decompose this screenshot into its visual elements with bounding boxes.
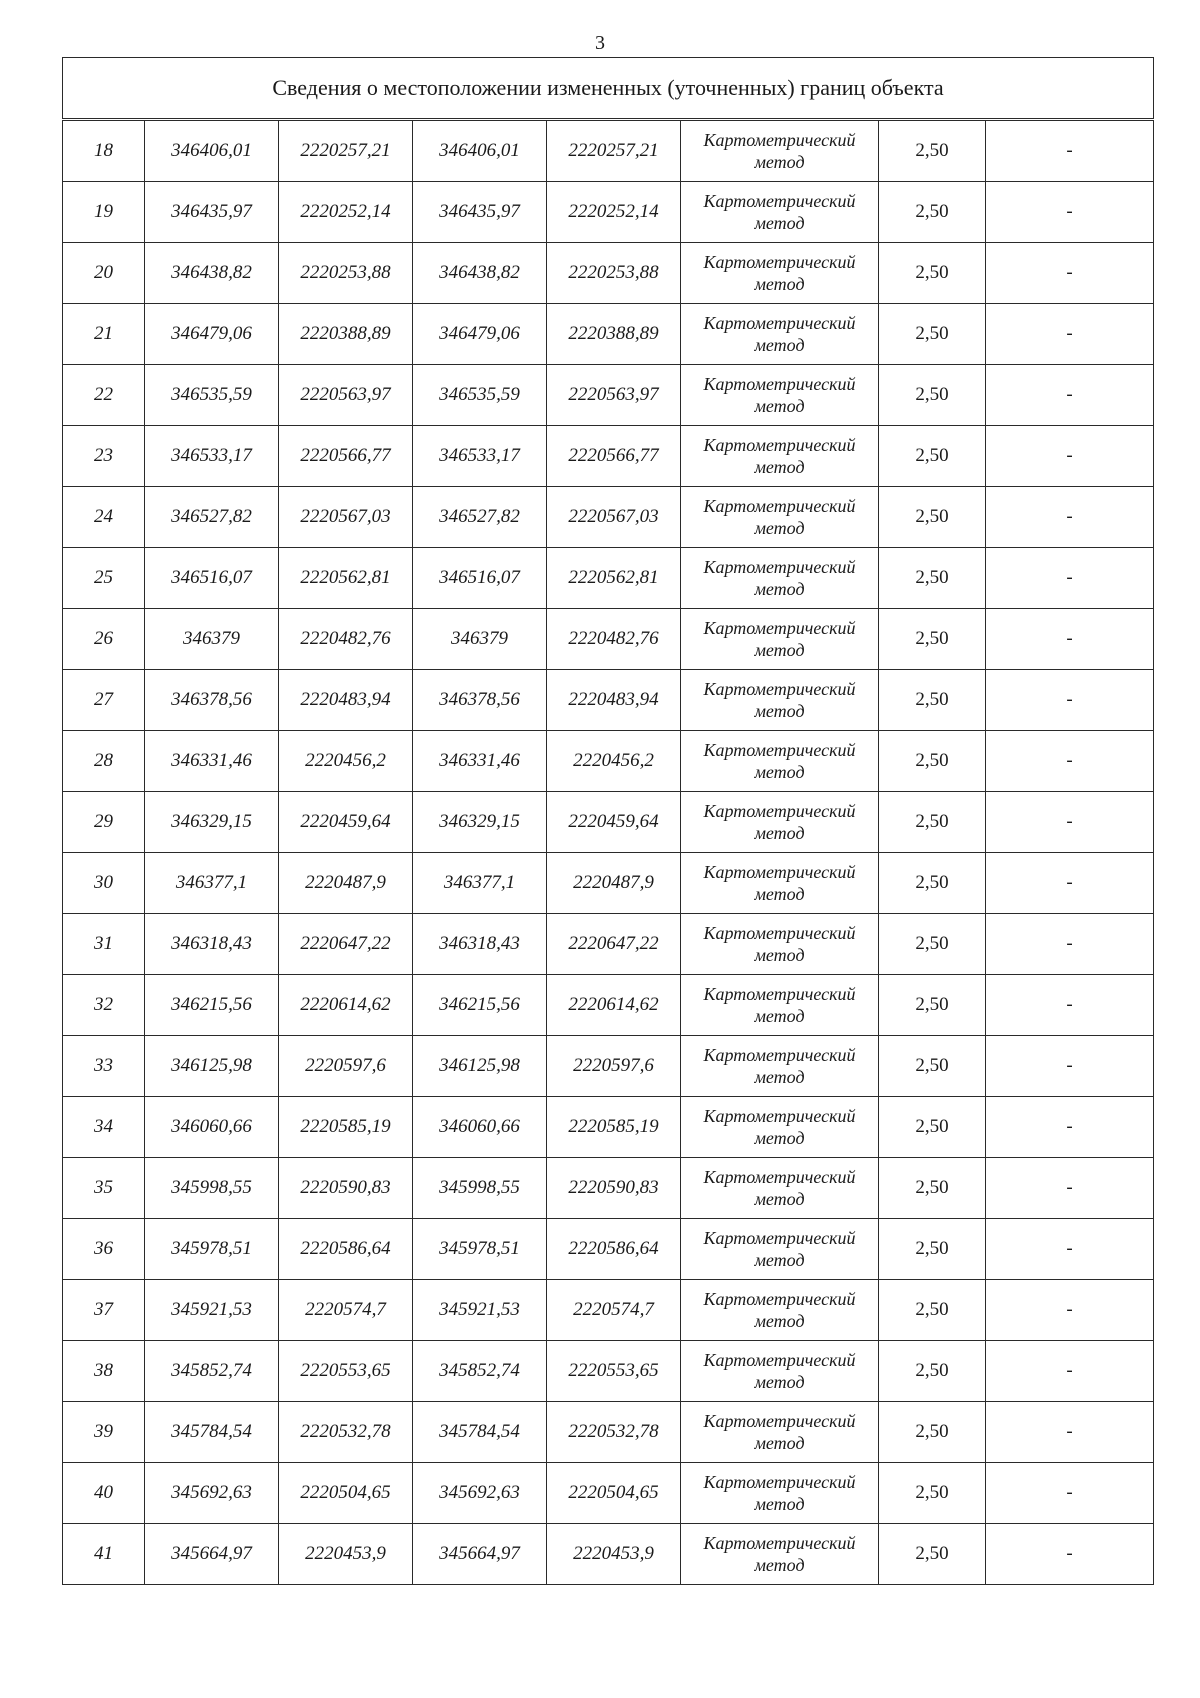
refined-y-cell: 2220574,7 xyxy=(547,1280,681,1341)
existing-y-cell: 2220487,9 xyxy=(279,853,413,914)
method-line-1: Картометрический xyxy=(703,374,856,394)
method-line-2: метод xyxy=(754,640,805,660)
existing-y-cell: 2220574,7 xyxy=(279,1280,413,1341)
existing-y-cell: 2220566,77 xyxy=(279,426,413,487)
refined-x-cell: 346329,15 xyxy=(413,792,547,853)
refined-x-cell: 346527,82 xyxy=(413,487,547,548)
method-line-2: метод xyxy=(754,1189,805,1209)
refined-x-cell: 345664,97 xyxy=(413,1524,547,1585)
accuracy-cell: 2,50 xyxy=(879,853,986,914)
method-line-1: Картометрический xyxy=(703,679,856,699)
description-cell: - xyxy=(986,1463,1154,1524)
existing-x-cell: 346125,98 xyxy=(145,1036,279,1097)
existing-y-cell: 2220456,2 xyxy=(279,731,413,792)
method-line-1: Картометрический xyxy=(703,618,856,638)
description-cell: - xyxy=(986,731,1154,792)
existing-x-cell: 346060,66 xyxy=(145,1097,279,1158)
table-row xyxy=(63,731,1154,792)
refined-x-cell: 346535,59 xyxy=(413,365,547,426)
table-row xyxy=(63,548,1154,609)
accuracy-cell: 2,50 xyxy=(879,1463,986,1524)
table-row xyxy=(63,1097,1154,1158)
method-cell xyxy=(681,243,879,304)
method-line-1: Картометрический xyxy=(703,1167,856,1187)
refined-x-cell: 346378,56 xyxy=(413,670,547,731)
existing-y-cell: 2220453,9 xyxy=(279,1524,413,1585)
accuracy-cell: 2,50 xyxy=(879,670,986,731)
method-line-2: метод xyxy=(754,518,805,538)
refined-y-cell: 2220459,64 xyxy=(547,792,681,853)
existing-y-cell: 2220253,88 xyxy=(279,243,413,304)
method-line-1: Картометрический xyxy=(703,862,856,882)
description-cell: - xyxy=(986,1341,1154,1402)
existing-x-cell: 346318,43 xyxy=(145,914,279,975)
accuracy-cell: 2,50 xyxy=(879,487,986,548)
method-line-2: метод xyxy=(754,762,805,782)
method-cell xyxy=(681,792,879,853)
existing-y-cell: 2220553,65 xyxy=(279,1341,413,1402)
refined-y-cell: 2220487,9 xyxy=(547,853,681,914)
refined-x-cell: 346318,43 xyxy=(413,914,547,975)
table-row xyxy=(63,365,1154,426)
point-number-cell: 34 xyxy=(63,1097,145,1158)
method-line-1: Картометрический xyxy=(703,1350,856,1370)
table-row xyxy=(63,304,1154,365)
existing-x-cell: 345998,55 xyxy=(145,1158,279,1219)
existing-y-cell: 2220257,21 xyxy=(279,120,413,182)
existing-x-cell: 346378,56 xyxy=(145,670,279,731)
method-cell xyxy=(681,670,879,731)
table-row xyxy=(63,1402,1154,1463)
table-row xyxy=(63,975,1154,1036)
refined-x-cell: 346533,17 xyxy=(413,426,547,487)
method-line-1: Картометрический xyxy=(703,1106,856,1126)
refined-x-cell: 346377,1 xyxy=(413,853,547,914)
description-cell: - xyxy=(986,670,1154,731)
refined-x-cell: 345852,74 xyxy=(413,1341,547,1402)
refined-x-cell: 346125,98 xyxy=(413,1036,547,1097)
description-cell: - xyxy=(986,365,1154,426)
accuracy-cell: 2,50 xyxy=(879,365,986,426)
refined-x-cell: 346406,01 xyxy=(413,120,547,182)
point-number-cell: 18 xyxy=(63,120,145,182)
method-line-2: метод xyxy=(754,701,805,721)
description-cell: - xyxy=(986,304,1154,365)
existing-y-cell: 2220504,65 xyxy=(279,1463,413,1524)
table-row xyxy=(63,243,1154,304)
accuracy-cell: 2,50 xyxy=(879,120,986,182)
accuracy-cell: 2,50 xyxy=(879,1402,986,1463)
method-line-1: Картометрический xyxy=(703,130,856,150)
method-line-2: метод xyxy=(754,945,805,965)
accuracy-cell: 2,50 xyxy=(879,731,986,792)
point-number-cell: 24 xyxy=(63,487,145,548)
description-cell: - xyxy=(986,120,1154,182)
page-number: 3 xyxy=(595,32,605,54)
method-line-2: метод xyxy=(754,335,805,355)
table-title-row xyxy=(63,58,1154,120)
point-number-cell: 30 xyxy=(63,853,145,914)
refined-x-cell: 346435,97 xyxy=(413,182,547,243)
point-number-cell: 29 xyxy=(63,792,145,853)
refined-y-cell: 2220562,81 xyxy=(547,548,681,609)
method-line-1: Картометрический xyxy=(703,1411,856,1431)
method-cell xyxy=(681,182,879,243)
existing-x-cell: 345784,54 xyxy=(145,1402,279,1463)
method-line-2: метод xyxy=(754,1555,805,1575)
table-row xyxy=(63,1524,1154,1585)
table-row xyxy=(63,1341,1154,1402)
method-line-2: метод xyxy=(754,579,805,599)
existing-x-cell: 346516,07 xyxy=(145,548,279,609)
accuracy-cell: 2,50 xyxy=(879,1219,986,1280)
accuracy-cell: 2,50 xyxy=(879,1036,986,1097)
table-row xyxy=(63,426,1154,487)
method-line-2: метод xyxy=(754,1067,805,1087)
refined-x-cell: 345998,55 xyxy=(413,1158,547,1219)
method-line-1: Картометрический xyxy=(703,435,856,455)
existing-y-cell: 2220563,97 xyxy=(279,365,413,426)
point-number-cell: 35 xyxy=(63,1158,145,1219)
point-number-cell: 40 xyxy=(63,1463,145,1524)
method-cell xyxy=(681,426,879,487)
method-line-2: метод xyxy=(754,1006,805,1026)
accuracy-cell: 2,50 xyxy=(879,243,986,304)
existing-x-cell: 346479,06 xyxy=(145,304,279,365)
method-line-2: метод xyxy=(754,274,805,294)
refined-y-cell: 2220563,97 xyxy=(547,365,681,426)
existing-y-cell: 2220597,6 xyxy=(279,1036,413,1097)
method-line-1: Картометрический xyxy=(703,496,856,516)
description-cell: - xyxy=(986,182,1154,243)
description-cell: - xyxy=(986,1097,1154,1158)
boundary-coordinates-table xyxy=(62,57,1154,1585)
method-line-2: метод xyxy=(754,884,805,904)
point-number-cell: 26 xyxy=(63,609,145,670)
method-cell xyxy=(681,1280,879,1341)
existing-y-cell: 2220252,14 xyxy=(279,182,413,243)
method-cell xyxy=(681,304,879,365)
method-cell xyxy=(681,1463,879,1524)
method-line-1: Картометрический xyxy=(703,1045,856,1065)
description-cell: - xyxy=(986,1524,1154,1585)
method-line-1: Картометрический xyxy=(703,740,856,760)
existing-x-cell: 345978,51 xyxy=(145,1219,279,1280)
description-cell: - xyxy=(986,975,1154,1036)
accuracy-cell: 2,50 xyxy=(879,1097,986,1158)
existing-x-cell: 346435,97 xyxy=(145,182,279,243)
point-number-cell: 31 xyxy=(63,914,145,975)
table-row xyxy=(63,853,1154,914)
point-number-cell: 23 xyxy=(63,426,145,487)
refined-y-cell: 2220253,88 xyxy=(547,243,681,304)
existing-y-cell: 2220562,81 xyxy=(279,548,413,609)
refined-x-cell: 346060,66 xyxy=(413,1097,547,1158)
table-row xyxy=(63,1158,1154,1219)
method-line-1: Картометрический xyxy=(703,191,856,211)
table-row xyxy=(63,1219,1154,1280)
existing-x-cell: 346438,82 xyxy=(145,243,279,304)
accuracy-cell: 2,50 xyxy=(879,548,986,609)
description-cell: - xyxy=(986,609,1154,670)
accuracy-cell: 2,50 xyxy=(879,426,986,487)
description-cell: - xyxy=(986,1280,1154,1341)
method-line-2: метод xyxy=(754,1433,805,1453)
table-row xyxy=(63,1036,1154,1097)
point-number-cell: 20 xyxy=(63,243,145,304)
refined-y-cell: 2220532,78 xyxy=(547,1402,681,1463)
refined-y-cell: 2220590,83 xyxy=(547,1158,681,1219)
method-line-2: метод xyxy=(754,152,805,172)
description-cell: - xyxy=(986,1219,1154,1280)
method-cell xyxy=(681,1402,879,1463)
method-cell xyxy=(681,1341,879,1402)
method-cell xyxy=(681,1219,879,1280)
refined-y-cell: 2220483,94 xyxy=(547,670,681,731)
existing-x-cell: 346535,59 xyxy=(145,365,279,426)
refined-y-cell: 2220257,21 xyxy=(547,120,681,182)
table-row xyxy=(63,792,1154,853)
method-line-1: Картометрический xyxy=(703,313,856,333)
existing-y-cell: 2220586,64 xyxy=(279,1219,413,1280)
method-cell xyxy=(681,914,879,975)
existing-y-cell: 2220590,83 xyxy=(279,1158,413,1219)
existing-y-cell: 2220459,64 xyxy=(279,792,413,853)
method-cell xyxy=(681,487,879,548)
refined-y-cell: 2220453,9 xyxy=(547,1524,681,1585)
method-line-2: метод xyxy=(754,1128,805,1148)
description-cell: - xyxy=(986,243,1154,304)
table-body xyxy=(63,58,1154,1585)
method-line-2: метод xyxy=(754,213,805,233)
point-number-cell: 28 xyxy=(63,731,145,792)
point-number-cell: 41 xyxy=(63,1524,145,1585)
accuracy-cell: 2,50 xyxy=(879,609,986,670)
table-row xyxy=(63,670,1154,731)
refined-y-cell: 2220614,62 xyxy=(547,975,681,1036)
existing-x-cell: 346527,82 xyxy=(145,487,279,548)
method-line-2: метод xyxy=(754,823,805,843)
existing-y-cell: 2220482,76 xyxy=(279,609,413,670)
method-line-2: метод xyxy=(754,1250,805,1270)
existing-x-cell: 345692,63 xyxy=(145,1463,279,1524)
point-number-cell: 27 xyxy=(63,670,145,731)
table-row xyxy=(63,182,1154,243)
refined-x-cell: 345692,63 xyxy=(413,1463,547,1524)
refined-x-cell: 346479,06 xyxy=(413,304,547,365)
refined-y-cell: 2220252,14 xyxy=(547,182,681,243)
method-cell xyxy=(681,1097,879,1158)
existing-x-cell: 346379 xyxy=(145,609,279,670)
method-cell xyxy=(681,365,879,426)
existing-x-cell: 346377,1 xyxy=(145,853,279,914)
table-row xyxy=(63,914,1154,975)
refined-y-cell: 2220456,2 xyxy=(547,731,681,792)
description-cell: - xyxy=(986,1036,1154,1097)
refined-x-cell: 345978,51 xyxy=(413,1219,547,1280)
method-line-1: Картометрический xyxy=(703,252,856,272)
point-number-cell: 21 xyxy=(63,304,145,365)
table-row xyxy=(63,609,1154,670)
method-line-2: метод xyxy=(754,1494,805,1514)
table-row xyxy=(63,120,1154,182)
refined-x-cell: 346331,46 xyxy=(413,731,547,792)
point-number-cell: 32 xyxy=(63,975,145,1036)
point-number-cell: 33 xyxy=(63,1036,145,1097)
refined-x-cell: 346516,07 xyxy=(413,548,547,609)
method-line-2: метод xyxy=(754,1372,805,1392)
existing-x-cell: 345852,74 xyxy=(145,1341,279,1402)
point-number-cell: 36 xyxy=(63,1219,145,1280)
method-line-1: Картометрический xyxy=(703,984,856,1004)
description-cell: - xyxy=(986,548,1154,609)
existing-x-cell: 346329,15 xyxy=(145,792,279,853)
refined-y-cell: 2220482,76 xyxy=(547,609,681,670)
method-cell xyxy=(681,975,879,1036)
accuracy-cell: 2,50 xyxy=(879,1341,986,1402)
existing-x-cell: 346406,01 xyxy=(145,120,279,182)
refined-y-cell: 2220566,77 xyxy=(547,426,681,487)
existing-x-cell: 346331,46 xyxy=(145,731,279,792)
method-line-1: Картометрический xyxy=(703,1533,856,1553)
refined-y-cell: 2220553,65 xyxy=(547,1341,681,1402)
existing-y-cell: 2220483,94 xyxy=(279,670,413,731)
accuracy-cell: 2,50 xyxy=(879,1280,986,1341)
accuracy-cell: 2,50 xyxy=(879,182,986,243)
method-line-1: Картометрический xyxy=(703,923,856,943)
method-cell xyxy=(681,1158,879,1219)
existing-y-cell: 2220567,03 xyxy=(279,487,413,548)
method-line-1: Картометрический xyxy=(703,557,856,577)
method-cell xyxy=(681,548,879,609)
existing-y-cell: 2220647,22 xyxy=(279,914,413,975)
refined-x-cell: 345784,54 xyxy=(413,1402,547,1463)
description-cell: - xyxy=(986,1402,1154,1463)
table-title: Сведения о местоположении измененных (уточненных) границ объекта xyxy=(63,58,1154,120)
refined-y-cell: 2220647,22 xyxy=(547,914,681,975)
existing-x-cell: 345921,53 xyxy=(145,1280,279,1341)
table-row xyxy=(63,1463,1154,1524)
description-cell: - xyxy=(986,853,1154,914)
accuracy-cell: 2,50 xyxy=(879,914,986,975)
existing-y-cell: 2220532,78 xyxy=(279,1402,413,1463)
refined-y-cell: 2220567,03 xyxy=(547,487,681,548)
existing-y-cell: 2220585,19 xyxy=(279,1097,413,1158)
method-cell xyxy=(681,853,879,914)
refined-y-cell: 2220504,65 xyxy=(547,1463,681,1524)
description-cell: - xyxy=(986,792,1154,853)
accuracy-cell: 2,50 xyxy=(879,1158,986,1219)
method-cell xyxy=(681,731,879,792)
description-cell: - xyxy=(986,487,1154,548)
existing-x-cell: 345664,97 xyxy=(145,1524,279,1585)
method-line-2: метод xyxy=(754,1311,805,1331)
accuracy-cell: 2,50 xyxy=(879,304,986,365)
description-cell: - xyxy=(986,1158,1154,1219)
existing-x-cell: 346215,56 xyxy=(145,975,279,1036)
description-cell: - xyxy=(986,914,1154,975)
method-cell xyxy=(681,609,879,670)
refined-y-cell: 2220388,89 xyxy=(547,304,681,365)
table-row xyxy=(63,1280,1154,1341)
accuracy-cell: 2,50 xyxy=(879,975,986,1036)
accuracy-cell: 2,50 xyxy=(879,792,986,853)
method-line-2: метод xyxy=(754,396,805,416)
method-cell xyxy=(681,1036,879,1097)
method-line-1: Картометрический xyxy=(703,1228,856,1248)
method-line-1: Картометрический xyxy=(703,1289,856,1309)
refined-x-cell: 346438,82 xyxy=(413,243,547,304)
point-number-cell: 19 xyxy=(63,182,145,243)
existing-y-cell: 2220614,62 xyxy=(279,975,413,1036)
accuracy-cell: 2,50 xyxy=(879,1524,986,1585)
table-row xyxy=(63,487,1154,548)
method-line-1: Картометрический xyxy=(703,801,856,821)
refined-y-cell: 2220597,6 xyxy=(547,1036,681,1097)
method-line-1: Картометрический xyxy=(703,1472,856,1492)
refined-y-cell: 2220586,64 xyxy=(547,1219,681,1280)
point-number-cell: 37 xyxy=(63,1280,145,1341)
method-line-2: метод xyxy=(754,457,805,477)
method-cell xyxy=(681,120,879,182)
existing-x-cell: 346533,17 xyxy=(145,426,279,487)
point-number-cell: 38 xyxy=(63,1341,145,1402)
refined-y-cell: 2220585,19 xyxy=(547,1097,681,1158)
refined-x-cell: 346379 xyxy=(413,609,547,670)
point-number-cell: 25 xyxy=(63,548,145,609)
existing-y-cell: 2220388,89 xyxy=(279,304,413,365)
point-number-cell: 39 xyxy=(63,1402,145,1463)
description-cell: - xyxy=(986,426,1154,487)
refined-x-cell: 345921,53 xyxy=(413,1280,547,1341)
method-cell xyxy=(681,1524,879,1585)
point-number-cell: 22 xyxy=(63,365,145,426)
refined-x-cell: 346215,56 xyxy=(413,975,547,1036)
